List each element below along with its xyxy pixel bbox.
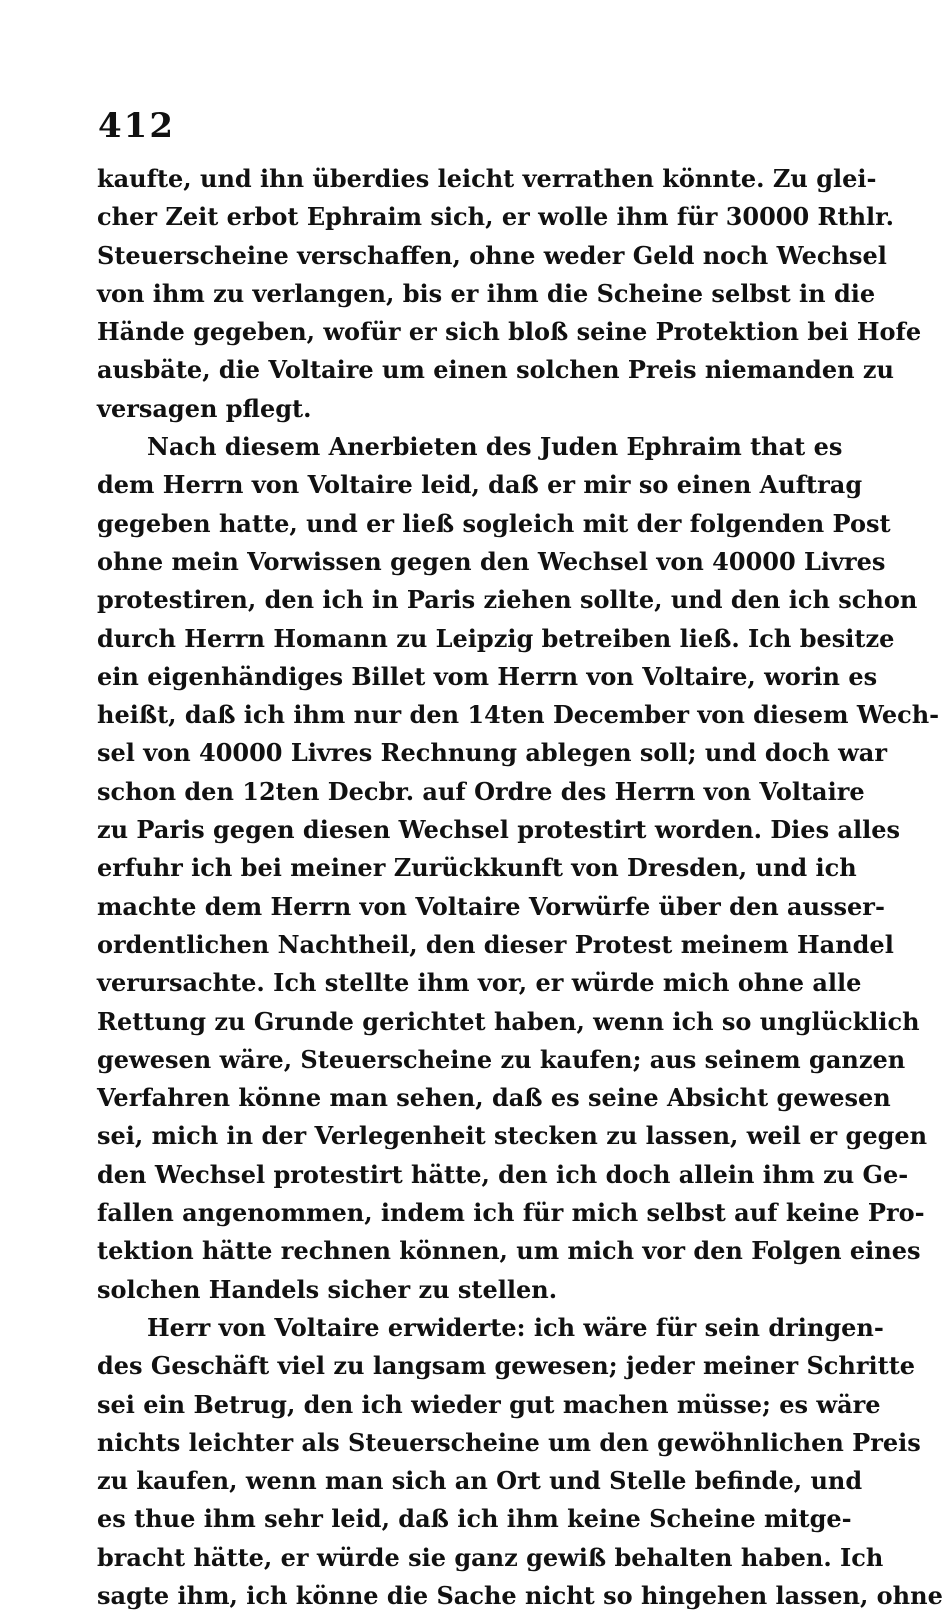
text-line: des Geschäft viel zu langsam gewesen; jeder meiner Schritte: [97, 1351, 916, 1381]
text-line: schon den 12ten Decbr. auf Ordre des Herrn von Voltaire: [97, 776, 865, 806]
text-line: machte dem Herrn von Voltaire Vorwürfe über den ausser-: [97, 891, 885, 921]
text-line: gewesen wäre, Steuerscheine zu kaufen; aus seinem ganzen: [97, 1044, 906, 1074]
text-line: gegeben hatte, und er ließ sogleich mit der folgenden Post: [97, 508, 891, 538]
text-line: von ihm zu verlangen, bis er ihm die Scheine selbst in die: [97, 278, 876, 308]
page-number: 412: [98, 106, 175, 146]
text-line: Steuerscheine verschaffen, ohne weder Geld noch Wechsel: [97, 240, 887, 270]
text-line: sei ein Betrug, den ich wieder gut machen müsse; es wäre: [97, 1389, 881, 1419]
text-line: cher Zeit erbot Ephraim sich, er wolle ihm für 30000 Rthlr.: [97, 202, 894, 232]
text-line: sei, mich in der Verlegenheit stecken zu lassen, weil er gegen: [97, 1121, 928, 1151]
text-line: Verfahren könne man sehen, daß es seine Absicht gewesen: [97, 1083, 891, 1113]
text-line: verursachte. Ich stellte ihm vor, er würde mich ohne alle: [97, 968, 862, 998]
text-line: ausbäte, die Voltaire um einen solchen Preis niemanden zu: [97, 355, 894, 385]
text-line: erfuhr ich bei meiner Zurückkunft von Dresden, und ich: [97, 853, 857, 883]
text-line: dem Herrn von Voltaire leid, daß er mir so einen Auftrag: [97, 470, 863, 500]
body-text: [97, 160, 943, 1615]
text-line: den Wechsel protestirt hätte, den ich doch allein ihm zu Ge-: [97, 1159, 909, 1189]
text-line: Hände gegeben, wofür er sich bloß seine Protektion bei Hofe: [97, 317, 922, 347]
paragraph-start-line: Nach diesem Anerbieten des Juden Ephraim that es: [147, 432, 843, 462]
text-line: ohne mein Vorwissen gegen den Wechsel von 40000 Livres: [97, 546, 886, 576]
text-line: es thue ihm sehr leid, daß ich ihm keine Scheine mitge-: [97, 1504, 852, 1534]
text-line: protestiren, den ich in Paris ziehen sollte, und den ich schon: [97, 585, 918, 615]
text-line: durch Herrn Homann zu Leipzig betreiben ließ. Ich besitze: [97, 623, 895, 653]
text-line: solchen Handels sicher zu stellen.: [97, 1274, 558, 1304]
text-line: sel von 40000 Livres Rechnung ablegen soll; und doch war: [97, 738, 887, 768]
text-line: tektion hätte rechnen können, um mich vor den Folgen eines: [97, 1236, 921, 1266]
text-line: kaufte, und ihn überdies leicht verrathen könnte. Zu glei-: [97, 164, 877, 193]
text-line: Rettung zu Grunde gerichtet haben, wenn ich so unglücklich: [97, 1006, 920, 1036]
text-line: zu Paris gegen diesen Wechsel protestirt worden. Dies alles: [97, 815, 901, 845]
text-line: zu kaufen, wenn man sich an Ort und Stelle befinde, und: [97, 1466, 863, 1496]
text-line: nichts leichter als Steuerscheine um den gewöhnlichen Preis: [97, 1427, 921, 1457]
text-line: heißt, daß ich ihm nur den 14ten December von diesem Wech-: [97, 700, 940, 730]
text-line: versagen pflegt.: [97, 393, 312, 423]
text-line: bracht hätte, er würde sie ganz gewiß behalten haben. Ich: [97, 1542, 884, 1572]
paragraph-start-line: Herr von Voltaire erwiderte: ich wäre für sein dringen-: [147, 1312, 884, 1342]
text-line: ordentlichen Nachtheil, den dieser Protest meinem Handel: [97, 929, 894, 959]
text-line: fallen angenommen, indem ich für mich selbst auf keine Pro-: [97, 1198, 925, 1228]
text-line: sagte ihm, ich könne die Sache nicht so hingehen lassen, ohne: [97, 1580, 943, 1610]
text-line: ein eigenhändiges Billet vom Herrn von Voltaire, worin es: [97, 661, 878, 691]
